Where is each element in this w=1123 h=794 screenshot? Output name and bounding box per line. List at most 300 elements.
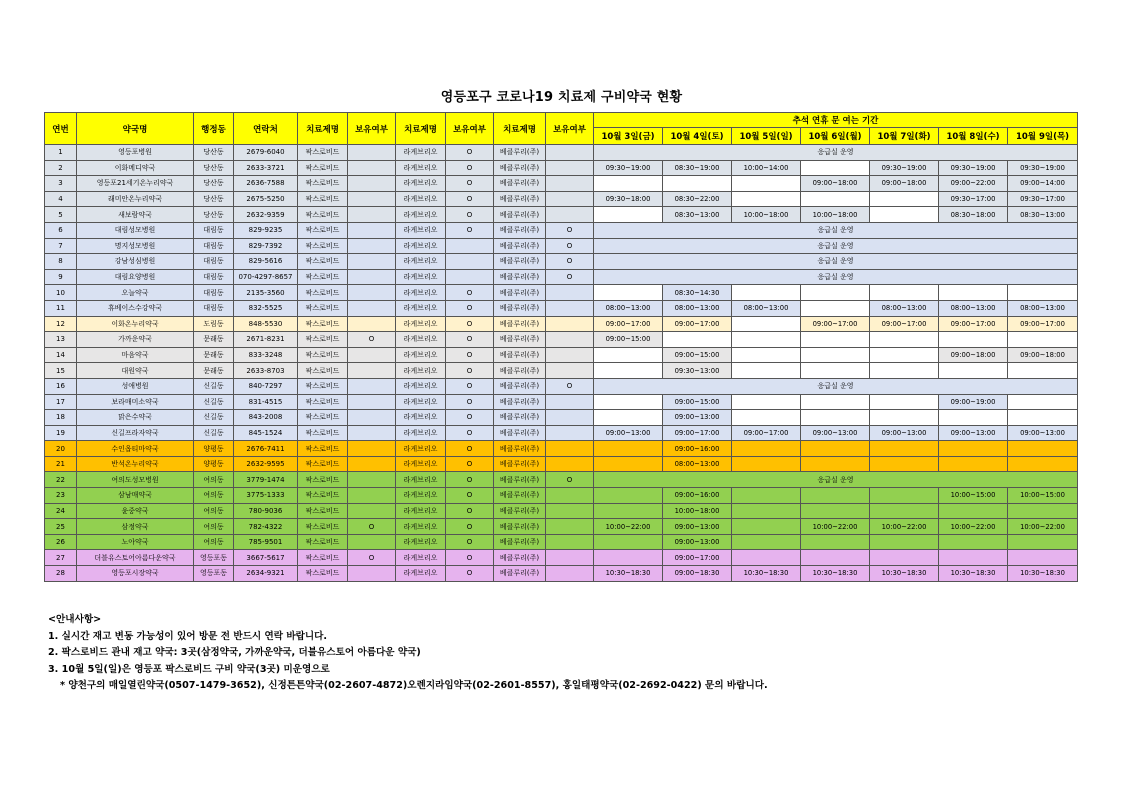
row-tel: 2634-9321 xyxy=(234,566,298,582)
row-no: 14 xyxy=(45,347,77,363)
row-no: 19 xyxy=(45,425,77,441)
drug3-stock xyxy=(546,176,594,192)
schedule-cell: 09:30~13:00 xyxy=(663,363,732,379)
drug3-name: 베클루리(주) xyxy=(494,410,546,426)
row-dong: 대림동 xyxy=(194,269,234,285)
drug2-name: 라게브리오 xyxy=(396,456,446,472)
pharmacy-name: 영등포병원 xyxy=(77,145,194,161)
schedule-cell: 09:00~17:00 xyxy=(801,316,870,332)
schedule-cell xyxy=(732,456,801,472)
schedule-cell: 09:00~17:00 xyxy=(939,316,1008,332)
schedule-cell: 08:00~13:00 xyxy=(939,300,1008,316)
header-drug1: 치료제명 xyxy=(298,113,348,145)
row-tel: 2636-7588 xyxy=(234,176,298,192)
drug2-stock: O xyxy=(446,488,494,504)
pharmacy-name: 영등포21세기온누리약국 xyxy=(77,176,194,192)
drug2-name: 라게브리오 xyxy=(396,488,446,504)
schedule-cell: 09:00~13:00 xyxy=(663,534,732,550)
header-have1: 보유여부 xyxy=(348,113,396,145)
table-row xyxy=(45,363,1078,379)
drug2-stock: O xyxy=(446,347,494,363)
row-tel: 840-7297 xyxy=(234,378,298,394)
drug1-stock xyxy=(348,254,396,270)
schedule-cell xyxy=(732,410,801,426)
drug2-stock: O xyxy=(446,566,494,582)
drug2-name: 라게브리오 xyxy=(396,269,446,285)
schedule-cell xyxy=(801,534,870,550)
schedule-cell xyxy=(939,456,1008,472)
schedule-cell: 10:00~22:00 xyxy=(594,519,663,535)
row-dong: 신길동 xyxy=(194,378,234,394)
row-dong: 대림동 xyxy=(194,285,234,301)
drug2-name: 라게브리오 xyxy=(396,472,446,488)
header-have2: 보유여부 xyxy=(446,113,494,145)
drug3-stock xyxy=(546,160,594,176)
pharmacy-name: 신길프라자약국 xyxy=(77,425,194,441)
drug3-name: 베클루리(주) xyxy=(494,145,546,161)
schedule-cell xyxy=(801,503,870,519)
row-dong: 당산동 xyxy=(194,207,234,223)
drug1-name: 팍스로비드 xyxy=(298,519,348,535)
schedule-cell xyxy=(594,410,663,426)
row-tel: 2676-7411 xyxy=(234,441,298,457)
row-dong: 문래동 xyxy=(194,347,234,363)
drug2-stock: O xyxy=(446,316,494,332)
schedule-cell: 09:00~19:00 xyxy=(939,394,1008,410)
row-no: 24 xyxy=(45,503,77,519)
pharmacy-name: 맑은수약국 xyxy=(77,410,194,426)
row-no: 7 xyxy=(45,238,77,254)
drug3-name: 베클루리(주) xyxy=(494,534,546,550)
row-dong: 여의동 xyxy=(194,534,234,550)
row-no: 8 xyxy=(45,254,77,270)
row-dong: 당산동 xyxy=(194,160,234,176)
drug2-name: 라게브리오 xyxy=(396,378,446,394)
header-period: 추석 연휴 문 여는 기간 xyxy=(594,113,1078,128)
drug2-stock: O xyxy=(446,425,494,441)
drug1-stock xyxy=(348,191,396,207)
pharmacy-name: 노아약국 xyxy=(77,534,194,550)
table-row xyxy=(45,394,1078,410)
drug1-name: 팍스로비드 xyxy=(298,441,348,457)
drug3-name: 베클루리(주) xyxy=(494,347,546,363)
drug1-name: 팍스로비드 xyxy=(298,176,348,192)
page-title: 영등포구 코로나19 치료제 구비약국 현황 xyxy=(440,90,683,105)
schedule-cell xyxy=(870,207,939,223)
schedule-cell: 09:30~19:00 xyxy=(870,160,939,176)
pharmacy-name: 삼정약국 xyxy=(77,519,194,535)
drug3-name: 베클루리(주) xyxy=(494,316,546,332)
schedule-cell xyxy=(870,394,939,410)
drug3-stock xyxy=(546,550,594,566)
pharmacy-name: 오늘약국 xyxy=(77,285,194,301)
drug1-stock xyxy=(348,363,396,379)
schedule-cell xyxy=(594,347,663,363)
schedule-cell xyxy=(801,191,870,207)
header-date: 10월 9일(목) xyxy=(1008,128,1078,145)
schedule-cell: 09:00~18:00 xyxy=(870,176,939,192)
pharmacy-name: 강남성심병원 xyxy=(77,254,194,270)
row-no: 9 xyxy=(45,269,77,285)
table-row xyxy=(45,519,1078,535)
row-dong: 양평동 xyxy=(194,456,234,472)
schedule-cell: 09:00~18:30 xyxy=(663,566,732,582)
table-row xyxy=(45,238,1078,254)
drug1-name: 팍스로비드 xyxy=(298,503,348,519)
schedule-cell: 08:30~13:00 xyxy=(663,207,732,223)
table-row xyxy=(45,222,1078,238)
table-row xyxy=(45,285,1078,301)
drug2-stock: O xyxy=(446,503,494,519)
drug2-stock: O xyxy=(446,191,494,207)
schedule-cell: 10:00~15:00 xyxy=(1008,488,1078,504)
row-no: 28 xyxy=(45,566,77,582)
schedule-cell xyxy=(870,488,939,504)
notes-sub: * 양천구의 매일열린약국(0507-1479-3652), 신정튼튼약국(02-2607-4872)오렌지라임약국(02-2601-8557), 홍일태평약국(02-2692-0422) 문의 바랍니다. xyxy=(60,680,768,692)
schedule-cell: 08:00~13:00 xyxy=(663,456,732,472)
drug2-stock: O xyxy=(446,363,494,379)
drug3-name: 베클루리(주) xyxy=(494,550,546,566)
table-row xyxy=(45,332,1078,348)
drug2-stock: O xyxy=(446,441,494,457)
table-row xyxy=(45,488,1078,504)
drug1-name: 팍스로비드 xyxy=(298,269,348,285)
schedule-cell xyxy=(594,488,663,504)
schedule-cell xyxy=(732,550,801,566)
row-tel: 848-5530 xyxy=(234,316,298,332)
drug2-stock: O xyxy=(446,550,494,566)
table-row xyxy=(45,472,1078,488)
schedule-cell xyxy=(801,550,870,566)
row-tel: 832-5525 xyxy=(234,300,298,316)
pharmacy-name: 보라매미소약국 xyxy=(77,394,194,410)
pharmacy-name: 마음약국 xyxy=(77,347,194,363)
row-tel: 829-7392 xyxy=(234,238,298,254)
header-dong: 행정동 xyxy=(194,113,234,145)
pharmacy-name: 수인옵티마약국 xyxy=(77,441,194,457)
drug1-stock: O xyxy=(348,550,396,566)
pharmacy-name: 이화메디약국 xyxy=(77,160,194,176)
schedule-cell: 09:00~13:00 xyxy=(663,410,732,426)
header-drug2: 치료제명 xyxy=(396,113,446,145)
row-no: 20 xyxy=(45,441,77,457)
drug2-name: 라게브리오 xyxy=(396,207,446,223)
schedule-cell xyxy=(1008,550,1078,566)
drug3-stock xyxy=(546,534,594,550)
schedule-cell: 09:00~15:00 xyxy=(663,394,732,410)
schedule-cell xyxy=(594,207,663,223)
drug3-name: 베클루리(주) xyxy=(494,269,546,285)
drug2-stock: O xyxy=(446,456,494,472)
schedule-cell: 09:00~17:00 xyxy=(732,425,801,441)
schedule-cell: 09:00~17:00 xyxy=(870,316,939,332)
row-no: 1 xyxy=(45,145,77,161)
drug1-name: 팍스로비드 xyxy=(298,410,348,426)
drug2-name: 라게브리오 xyxy=(396,145,446,161)
drug2-name: 라게브리오 xyxy=(396,425,446,441)
drug2-name: 라게브리오 xyxy=(396,332,446,348)
drug1-stock: O xyxy=(348,332,396,348)
pharmacy-name: 영등포시장약국 xyxy=(77,566,194,582)
row-dong: 당산동 xyxy=(194,145,234,161)
schedule-cell xyxy=(732,519,801,535)
drug2-stock: O xyxy=(446,534,494,550)
table-row xyxy=(45,176,1078,192)
emergency-room-span: 응급실 운영 xyxy=(594,378,1078,394)
notes-line: 1. 실시간 재고 변동 가능성이 있어 방문 전 반드시 연락 바랍니다. xyxy=(48,630,328,642)
drug3-stock xyxy=(546,488,594,504)
schedule-cell: 09:00~22:00 xyxy=(939,176,1008,192)
schedule-cell: 10:00~14:00 xyxy=(732,160,801,176)
drug3-stock xyxy=(546,566,594,582)
drug1-name: 팍스로비드 xyxy=(298,488,348,504)
row-tel: 3779-1474 xyxy=(234,472,298,488)
schedule-cell: 10:00~15:00 xyxy=(939,488,1008,504)
row-dong: 당산동 xyxy=(194,191,234,207)
drug2-stock: O xyxy=(446,285,494,301)
drug2-stock: O xyxy=(446,145,494,161)
row-dong: 당산동 xyxy=(194,176,234,192)
drug2-name: 라게브리오 xyxy=(396,441,446,457)
row-dong: 대림동 xyxy=(194,238,234,254)
row-tel: 782-4322 xyxy=(234,519,298,535)
drug3-stock xyxy=(546,191,594,207)
schedule-cell xyxy=(801,363,870,379)
schedule-cell xyxy=(732,363,801,379)
drug3-stock xyxy=(546,456,594,472)
drug2-name: 라게브리오 xyxy=(396,519,446,535)
schedule-cell: 09:30~18:00 xyxy=(594,191,663,207)
drug1-name: 팍스로비드 xyxy=(298,347,348,363)
header-date: 10월 7일(화) xyxy=(870,128,939,145)
schedule-cell xyxy=(732,394,801,410)
table-row xyxy=(45,425,1078,441)
row-dong: 대림동 xyxy=(194,254,234,270)
schedule-cell xyxy=(801,488,870,504)
drug3-name: 베클루리(주) xyxy=(494,441,546,457)
drug2-name: 라게브리오 xyxy=(396,550,446,566)
row-dong: 여의동 xyxy=(194,503,234,519)
table-row xyxy=(45,191,1078,207)
drug1-name: 팍스로비드 xyxy=(298,456,348,472)
pharmacy-name: 대림요양병원 xyxy=(77,269,194,285)
drug3-stock: O xyxy=(546,254,594,270)
row-tel: 2135-3560 xyxy=(234,285,298,301)
drug3-stock xyxy=(546,425,594,441)
schedule-cell xyxy=(732,316,801,332)
schedule-cell xyxy=(732,441,801,457)
row-tel: 845-1524 xyxy=(234,425,298,441)
schedule-cell xyxy=(870,332,939,348)
drug3-name: 베클루리(주) xyxy=(494,300,546,316)
drug2-name: 라게브리오 xyxy=(396,566,446,582)
row-no: 22 xyxy=(45,472,77,488)
row-tel: 780-9036 xyxy=(234,503,298,519)
drug1-name: 팍스로비드 xyxy=(298,207,348,223)
row-dong: 신길동 xyxy=(194,410,234,426)
schedule-cell xyxy=(663,332,732,348)
drug1-name: 팍스로비드 xyxy=(298,222,348,238)
drug1-name: 팍스로비드 xyxy=(298,191,348,207)
drug1-name: 팍스로비드 xyxy=(298,300,348,316)
pharmacy-name: 휴베이스수강약국 xyxy=(77,300,194,316)
table-row xyxy=(45,300,1078,316)
drug3-name: 베클루리(주) xyxy=(494,456,546,472)
drug2-name: 라게브리오 xyxy=(396,191,446,207)
schedule-cell: 09:00~15:00 xyxy=(663,347,732,363)
row-no: 5 xyxy=(45,207,77,223)
drug2-name: 라게브리오 xyxy=(396,160,446,176)
pharmacy-name: 이화온누리약국 xyxy=(77,316,194,332)
table-row xyxy=(45,145,1078,161)
drug3-name: 베클루리(주) xyxy=(494,207,546,223)
schedule-cell xyxy=(1008,332,1078,348)
drug1-stock xyxy=(348,566,396,582)
drug3-name: 베클루리(주) xyxy=(494,566,546,582)
drug2-name: 라게브리오 xyxy=(396,176,446,192)
drug3-name: 베클루리(주) xyxy=(494,394,546,410)
drug1-stock xyxy=(348,238,396,254)
pharmacy-name: 새보람약국 xyxy=(77,207,194,223)
drug1-name: 팍스로비드 xyxy=(298,285,348,301)
row-tel: 070-4297-8657 xyxy=(234,269,298,285)
row-tel: 2632-9595 xyxy=(234,456,298,472)
header-name: 약국명 xyxy=(77,113,194,145)
row-no: 27 xyxy=(45,550,77,566)
schedule-cell: 08:30~22:00 xyxy=(663,191,732,207)
schedule-cell: 10:30~18:30 xyxy=(801,566,870,582)
drug3-stock xyxy=(546,300,594,316)
schedule-cell xyxy=(801,285,870,301)
schedule-cell xyxy=(801,332,870,348)
schedule-cell: 10:30~18:30 xyxy=(594,566,663,582)
drug2-stock xyxy=(446,269,494,285)
table-row xyxy=(45,378,1078,394)
drug3-name: 베클루리(주) xyxy=(494,503,546,519)
table-row xyxy=(45,534,1078,550)
drug2-name: 라게브리오 xyxy=(396,394,446,410)
table-body xyxy=(45,145,1078,582)
row-dong: 영등포동 xyxy=(194,550,234,566)
drug1-stock xyxy=(348,347,396,363)
drug1-name: 팍스로비드 xyxy=(298,238,348,254)
drug1-name: 팍스로비드 xyxy=(298,145,348,161)
drug1-stock xyxy=(348,222,396,238)
drug1-stock xyxy=(348,425,396,441)
drug1-stock xyxy=(348,145,396,161)
drug3-stock xyxy=(546,363,594,379)
drug2-stock: O xyxy=(446,207,494,223)
drug3-stock: O xyxy=(546,222,594,238)
drug2-name: 라게브리오 xyxy=(396,503,446,519)
drug3-stock xyxy=(546,316,594,332)
row-no: 23 xyxy=(45,488,77,504)
schedule-cell: 08:00~13:00 xyxy=(732,300,801,316)
drug1-stock xyxy=(348,394,396,410)
header-date: 10월 8일(수) xyxy=(939,128,1008,145)
schedule-cell: 08:30~13:00 xyxy=(1008,207,1078,223)
drug2-name: 라게브리오 xyxy=(396,316,446,332)
schedule-cell xyxy=(1008,394,1078,410)
schedule-cell xyxy=(870,347,939,363)
row-tel: 829-5616 xyxy=(234,254,298,270)
header-date: 10월 3일(금) xyxy=(594,128,663,145)
schedule-cell xyxy=(732,534,801,550)
pharmacy-name: 가까운약국 xyxy=(77,332,194,348)
drug2-name: 라게브리오 xyxy=(396,222,446,238)
drug3-stock xyxy=(546,347,594,363)
schedule-cell: 10:00~22:00 xyxy=(939,519,1008,535)
row-dong: 신길동 xyxy=(194,425,234,441)
notes-line: 3. 10월 5일(일)은 영등포 팍스로비드 구비 약국(3곳) 미운영으로 xyxy=(48,663,330,675)
schedule-cell xyxy=(939,534,1008,550)
schedule-cell xyxy=(870,456,939,472)
table-row xyxy=(45,207,1078,223)
header-date: 10월 5일(일) xyxy=(732,128,801,145)
drug2-name: 라게브리오 xyxy=(396,254,446,270)
emergency-room-span: 응급실 운영 xyxy=(594,269,1078,285)
schedule-cell xyxy=(801,347,870,363)
drug3-name: 베클루리(주) xyxy=(494,254,546,270)
schedule-cell xyxy=(1008,285,1078,301)
drug2-stock: O xyxy=(446,332,494,348)
schedule-cell: 09:00~16:00 xyxy=(663,441,732,457)
row-tel: 3775-1333 xyxy=(234,488,298,504)
schedule-cell xyxy=(594,456,663,472)
drug2-stock xyxy=(446,238,494,254)
schedule-cell xyxy=(870,191,939,207)
schedule-cell: 09:00~17:00 xyxy=(663,425,732,441)
drug1-name: 팍스로비드 xyxy=(298,566,348,582)
schedule-cell: 09:00~17:00 xyxy=(594,316,663,332)
schedule-cell xyxy=(1008,503,1078,519)
drug3-name: 베클루리(주) xyxy=(494,378,546,394)
pharmacy-name: 명지성모병원 xyxy=(77,238,194,254)
drug1-name: 팍스로비드 xyxy=(298,160,348,176)
schedule-cell: 09:00~17:00 xyxy=(663,316,732,332)
row-no: 11 xyxy=(45,300,77,316)
drug1-stock xyxy=(348,285,396,301)
row-no: 21 xyxy=(45,456,77,472)
pharmacy-name: 대림성모병원 xyxy=(77,222,194,238)
schedule-cell xyxy=(732,191,801,207)
drug2-stock: O xyxy=(446,394,494,410)
row-dong: 문래동 xyxy=(194,332,234,348)
drug1-name: 팍스로비드 xyxy=(298,363,348,379)
schedule-cell: 09:00~13:00 xyxy=(594,425,663,441)
schedule-cell: 09:30~17:00 xyxy=(1008,191,1078,207)
drug2-name: 라게브리오 xyxy=(396,238,446,254)
row-tel: 829-9235 xyxy=(234,222,298,238)
header-date: 10월 6일(월) xyxy=(801,128,870,145)
drug3-stock: O xyxy=(546,378,594,394)
drug2-stock: O xyxy=(446,472,494,488)
schedule-cell xyxy=(594,503,663,519)
drug1-stock xyxy=(348,300,396,316)
schedule-cell: 09:30~19:00 xyxy=(594,160,663,176)
drug3-stock xyxy=(546,285,594,301)
drug3-stock: O xyxy=(546,269,594,285)
drug3-name: 베클루리(주) xyxy=(494,425,546,441)
schedule-cell: 09:00~18:00 xyxy=(939,347,1008,363)
schedule-cell xyxy=(870,410,939,426)
drug3-stock: O xyxy=(546,472,594,488)
schedule-cell xyxy=(663,176,732,192)
drug3-stock xyxy=(546,410,594,426)
schedule-cell: 10:30~18:30 xyxy=(939,566,1008,582)
schedule-cell: 08:00~13:00 xyxy=(870,300,939,316)
schedule-cell: 09:00~13:00 xyxy=(663,519,732,535)
